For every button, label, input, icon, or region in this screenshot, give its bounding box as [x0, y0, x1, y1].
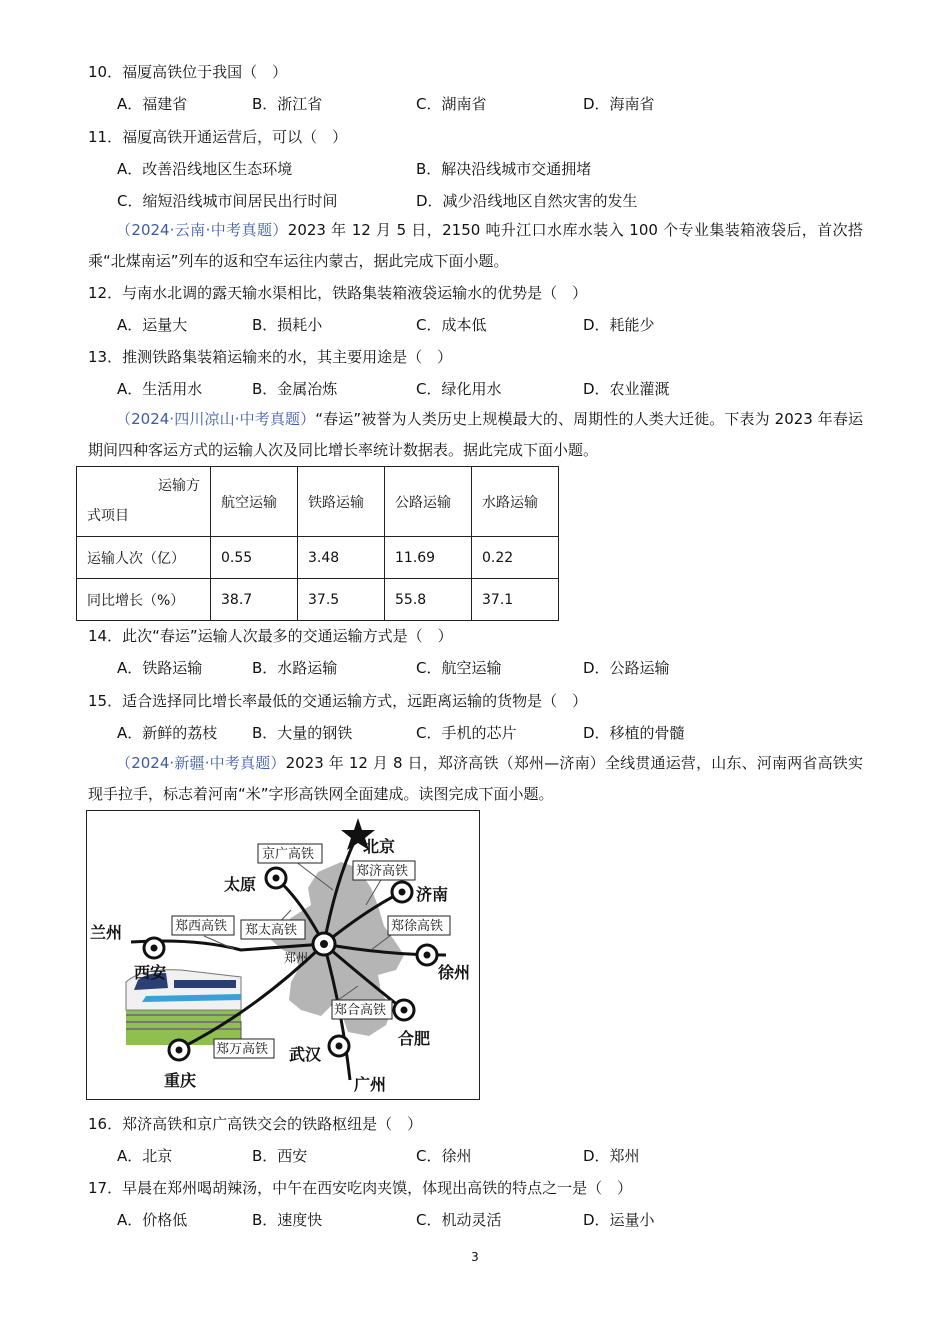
row-label: 运输人次（亿） — [77, 537, 211, 579]
q10-option-b: B．浙江省 — [252, 95, 323, 113]
q13-option-a: A．生活用水 — [117, 380, 203, 398]
q14-option-d: D．公路运输 — [583, 659, 670, 677]
q12-stem: 12．与南水北调的露天输水渠相比，铁路集装箱液袋运输水的优势是（ ） — [88, 284, 588, 302]
header-rail: 铁路运输 — [298, 467, 385, 537]
q16-option-b: B．西安 — [252, 1147, 308, 1165]
city-label-hefei: 合肥 — [398, 1029, 431, 1048]
q15-stem: 15．适合选择同比增长率最低的交通运输方式，远距离运输的货物是（ ） — [88, 692, 588, 710]
q17-option-a: A．价格低 — [117, 1211, 188, 1229]
table-cell: 0.55 — [211, 537, 298, 579]
q10-option-c: C．湖南省 — [416, 95, 487, 113]
q10-option-a: A．福建省 — [117, 95, 188, 113]
q15-option-c: C．手机的芯片 — [416, 724, 517, 742]
q11-stem: 11．福厦高铁开通运营后，可以（ ） — [88, 128, 348, 146]
line-label-zhengxi: 郑西高铁 — [175, 919, 228, 934]
line-label-zhengtai: 郑太高铁 — [245, 923, 298, 938]
q16-option-a: A．北京 — [117, 1147, 173, 1165]
table-cell: 0.22 — [472, 537, 559, 579]
q17-option-b: B．速度快 — [252, 1211, 323, 1229]
q14-stem: 14．此次“春运”运输人次最多的交通运输方式是（ ） — [88, 627, 453, 645]
q10-option-d: D．海南省 — [583, 95, 655, 113]
corner-bottom-label: 式项目 — [87, 508, 129, 524]
q17-stem: 17．早晨在郑州喝胡辣汤，中午在西安吃肉夹馍，体现出高铁的特点之一是（ ） — [88, 1179, 633, 1197]
q17-option-d: D．运量小 — [583, 1211, 655, 1229]
source-tag: （2024·新疆·中考真题） — [116, 754, 286, 772]
city-label-zhengzhou: 郑州 — [284, 951, 309, 965]
q14-option-a: A．铁路运输 — [117, 659, 203, 677]
city-label-xuzhou: 徐州 — [438, 963, 471, 982]
table-row — [77, 579, 559, 621]
q16-option-c: C．徐州 — [416, 1147, 472, 1165]
city-label-taiyuan: 太原 — [224, 875, 257, 894]
intro-text: “春运”被誉为人类历史上规模最大的、周期性的人类大迁徙。下表为 2023 年春运期间四种客运方式的运输人次及同比增长率统计数据表。据此完成下面小题。 — [88, 410, 863, 459]
q13-option-b: B．金属冶炼 — [252, 380, 338, 398]
line-label-jingguang: 京广高铁 — [262, 847, 315, 862]
q14-option-b: B．水路运输 — [252, 659, 338, 677]
city-label-chongqing: 重庆 — [164, 1071, 197, 1090]
header-road: 公路运输 — [385, 467, 472, 537]
city-label-xian: 西安 — [134, 963, 167, 982]
q15-option-a: A．新鲜的荔枝 — [117, 724, 218, 742]
q13-stem: 13．推测铁路集装箱运输来的水，其主要用途是（ ） — [88, 348, 453, 366]
header-water: 水路运输 — [472, 467, 559, 537]
table-row — [77, 537, 559, 579]
city-label-guangzhou: 广州 — [354, 1075, 387, 1094]
source-tag: （2024·云南·中考真题） — [116, 221, 288, 239]
q12-option-b: B．损耗小 — [252, 316, 323, 334]
q11-option-b: B．解决沿线城市交通拥堵 — [416, 160, 592, 178]
q14-option-c: C．航空运输 — [416, 659, 502, 677]
henan-rail-map — [86, 810, 480, 1100]
corner-top-label: 运输方 — [158, 478, 200, 494]
table-cell: 3.48 — [298, 537, 385, 579]
q11-option-d: D．减少沿线地区自然灾害的发生 — [416, 192, 638, 210]
q10-stem: 10．福厦高铁位于我国（ ） — [88, 63, 288, 81]
table-cell: 11.69 — [385, 537, 472, 579]
q11-option-a: A．改善沿线地区生态环境 — [117, 160, 293, 178]
intro-sichuan — [88, 404, 863, 466]
q11-option-c: C．缩短沿线城市间居民出行时间 — [117, 192, 338, 210]
table-cell: 37.1 — [472, 579, 559, 621]
city-label-lanzhou: 兰州 — [90, 923, 123, 942]
source-tag: （2024·四川凉山·中考真题） — [116, 410, 316, 428]
table-cell: 37.5 — [298, 579, 385, 621]
line-label-zhengwan: 郑万高铁 — [216, 1042, 269, 1057]
q16-option-d: D．郑州 — [583, 1147, 640, 1165]
q12-option-d: D．耗能少 — [583, 316, 655, 334]
table-cell: 38.7 — [211, 579, 298, 621]
line-label-zhengji: 郑济高铁 — [356, 864, 409, 879]
intro-text: 2023 年 12 月 8 日，郑济高铁（郑州—济南）全线贯通运营，山东、河南两省高铁实现手拉手，标志着河南“米”字形高铁网全面建成。读图完成下面小题。 — [88, 754, 863, 803]
corner-cell — [77, 467, 211, 537]
q12-option-c: C．成本低 — [416, 316, 487, 334]
q16-stem: 16．郑济高铁和京广高铁交会的铁路枢纽是（ ） — [88, 1115, 423, 1133]
spring-festival-table — [76, 466, 559, 621]
city-label-jinan: 济南 — [416, 885, 449, 904]
intro-text: 2023 年 12 月 5 日，2150 吨升江口水库水装入 100 个专业集装箱液袋后，首次搭乘“北煤南运”列车的返和空车运往内蒙古，据此完成下面小题。 — [88, 221, 863, 270]
line-label-zhengxu: 郑徐高铁 — [391, 919, 444, 934]
table-cell: 55.8 — [385, 579, 472, 621]
header-air: 航空运输 — [211, 467, 298, 537]
q12-option-a: A．运量大 — [117, 316, 188, 334]
row-label: 同比增长（%） — [77, 579, 211, 621]
q15-option-d: D．移植的骨髓 — [583, 724, 685, 742]
q13-option-c: C．绿化用水 — [416, 380, 502, 398]
page-number: 3 — [471, 1250, 479, 1264]
intro-xinjiang — [88, 748, 863, 810]
city-label-beijing: 北京 — [363, 837, 396, 856]
intro-yunnan — [88, 215, 863, 277]
q17-option-c: C．机动灵活 — [416, 1211, 502, 1229]
city-label-wuhan: 武汉 — [289, 1045, 322, 1064]
line-label-zhenghe: 郑合高铁 — [334, 1003, 387, 1018]
table-header-row — [77, 467, 559, 537]
q15-option-b: B．大量的钢铁 — [252, 724, 353, 742]
q13-option-d: D．农业灌溉 — [583, 380, 670, 398]
